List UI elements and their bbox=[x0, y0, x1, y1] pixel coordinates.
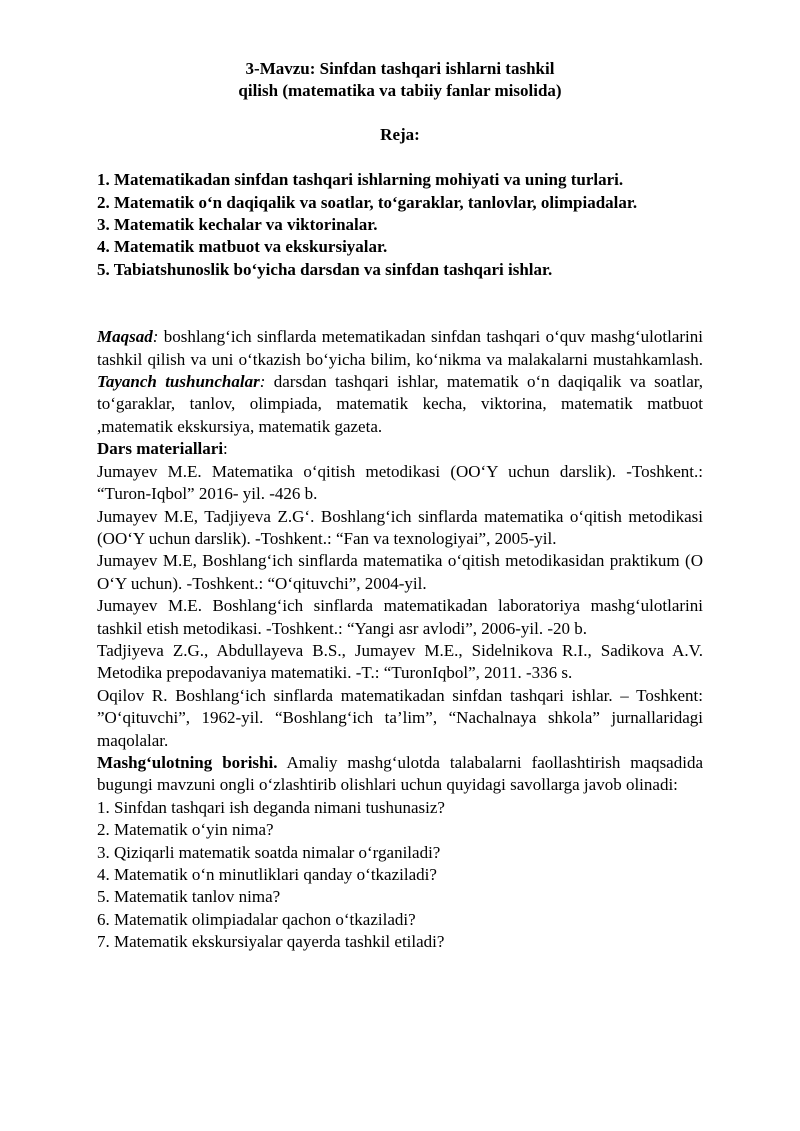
goal-label: Maqsad bbox=[97, 327, 153, 347]
goal-text: boshlang‘ich sinflarda metematikadan sinfdan tashqari o‘quv mashg‘ulotlarini tashkil qilish va uni o‘tkazish bo‘yicha bilim, ko‘nikma va malakalarni mustahkamlash. bbox=[97, 327, 703, 369]
key-concepts-text: darsdan tashqari ishlar, matematik o‘n daqiqalik va soatlar, to‘garaklar, tanlov, olimpiada, matematik kecha, viktorina, matematik matbuot ,matematik ekskursiya, matematik gazeta. bbox=[97, 372, 703, 436]
materials-colon: : bbox=[223, 439, 228, 459]
question-item: 2. Matematik o‘yin nima? bbox=[97, 820, 274, 840]
plan-item: 3. Matematik kechalar va viktorinalar. bbox=[97, 215, 378, 235]
materials-label: Dars materiallari bbox=[97, 439, 224, 459]
lesson-progress-text: Amaliy mashg‘ulotda talabalarni faollashtirish maqsadida bugungi mavzuni ongli o‘zlashtirib olishlari uchun quyidagi savollarga javob olinadi: bbox=[97, 752, 703, 795]
goal-colon: : bbox=[152, 327, 159, 347]
question-item: 1. Sinfdan tashqari ish deganda nimani tushunasiz? bbox=[97, 797, 445, 817]
key-concepts-colon: : bbox=[259, 372, 266, 392]
question-item: 4. Matematik o‘n minutliklari qanday o‘tkaziladi? bbox=[97, 865, 437, 884]
title-line-2: qilish (matematika va tabiiy fanlar misolida) bbox=[238, 81, 562, 101]
reference-item: Jumayev M.E, Tadjiyeva Z.G‘. Boshlang‘ich sinflarda matematika o‘qitish metodikasi (OO‘Y uchun darslik). -Toshkent.: “Fan va texnologiyai”, 2005-yil. bbox=[97, 506, 703, 548]
plan-item: 5. Tabiatshunoslik bo‘yicha darsdan va sinfdan tashqari ishlar. bbox=[97, 259, 553, 279]
goal-paragraph bbox=[97, 326, 703, 371]
lesson-progress-label: Mashg‘ulotning borishi. bbox=[97, 752, 278, 772]
plan-list bbox=[97, 169, 703, 281]
title-line-1: 3-Mavzu: Sinfdan tashqari ishlarni tashkil bbox=[245, 59, 555, 78]
reference-item: Jumayev M.E, Boshlang‘ich sinflarda matematika o‘qitish metodikasidan praktikum (O O‘Y uchun). -Toshkent.: “O‘qituvchi”, 2004-yil. bbox=[97, 551, 703, 593]
reference-item: Jumayev M.E. Matematika o‘qitish metodikasi (OO‘Y uchun darslik). -Toshkent.: “Turon-Iqbol” 2016- yil. -426 b. bbox=[97, 461, 703, 504]
section-spacer bbox=[97, 281, 703, 326]
question-item: 3. Qiziqarli matematik soatda nimalar o‘rganiladi? bbox=[97, 842, 441, 862]
question-list bbox=[97, 797, 703, 954]
lesson-progress-paragraph bbox=[97, 752, 703, 797]
question-item: 5. Matematik tanlov nima? bbox=[97, 887, 281, 907]
materials-heading bbox=[97, 438, 703, 460]
document-page bbox=[97, 58, 703, 954]
document-title bbox=[97, 58, 703, 103]
plan-heading: Reja: bbox=[380, 124, 420, 144]
key-concepts-paragraph bbox=[97, 371, 703, 438]
plan-item: 2. Matematik o‘n daqiqalik va soatlar, to‘garaklar, tanlovlar, olimpiadalar. bbox=[97, 192, 638, 212]
reference-item: Jumayev M.E. Boshlang‘ich sinflarda matematikadan laboratoriya mashg‘ulotlarini tashkil etish metodikasi. -Toshkent.: “Yangi asr avlodi”, 2006-yil. -20 b. bbox=[97, 596, 703, 638]
key-concepts-label: Tayanch tushunchalar bbox=[97, 372, 260, 392]
plan-item: 1. Matematikadan sinfdan tashqari ishlarning mohiyati va uning turlari. bbox=[97, 170, 624, 190]
reference-item: Tadjiyeva Z.G., Abdullayeva B.S., Jumayev M.E., Sidelnikova R.I., Sadikova A.V. Metodika prepodavaniya matematiki. -T.: “TuronIqbol”, 2011. -336 s. bbox=[97, 640, 703, 683]
plan-item: 4. Matematik matbuot va ekskursiyalar. bbox=[97, 237, 388, 257]
reference-item: Oqilov R. Boshlang‘ich sinflarda matematikadan sinfdan tashqari ishlar. – Toshkent: ”O‘qituvchi”, 1962-yil. “Boshlang‘ich ta’lim”, “Nachalnaya shkola” jurnallaridagi maqolalar. bbox=[97, 685, 703, 750]
question-item: 6. Matematik olimpiadalar qachon o‘tkaziladi? bbox=[97, 909, 416, 929]
question-item: 7. Matematik ekskursiyalar qayerda tashkil etiladi? bbox=[97, 932, 445, 952]
